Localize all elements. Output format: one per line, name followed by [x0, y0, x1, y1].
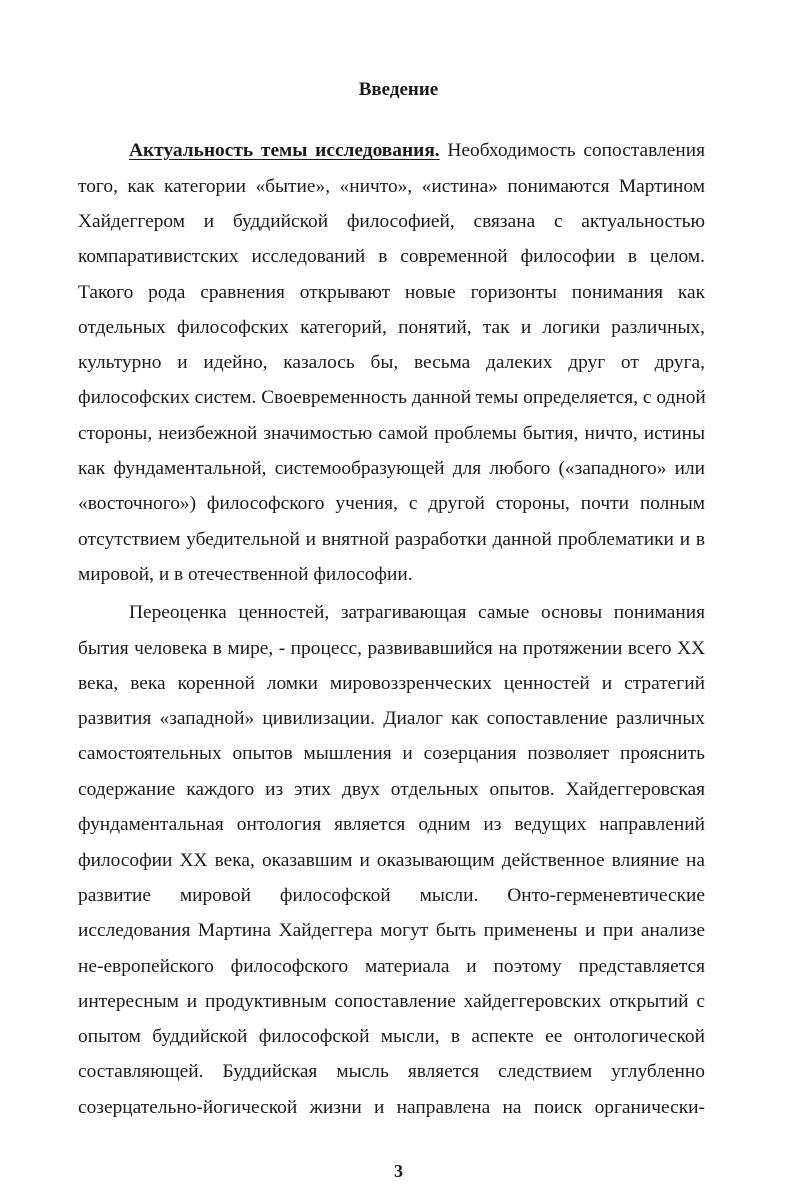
paragraph-1-line-6: отдельных философских категорий, понятий, так и логики различных, — [78, 317, 705, 338]
paragraph-2-line-5: самостоятельных опытов мышления и созерцания позволяет прояснить — [78, 743, 705, 764]
paragraph-1-line-9: стороны, неизбежной значимостью самой проблемы бытия, ничто, истины — [78, 423, 705, 444]
paragraph-1-line-1 — [129, 138, 705, 164]
paragraph-2-line-15: созерцательно-йогической жизни и направлена на поиск органически- — [78, 1097, 705, 1118]
paragraph-2-line-9: развитие мировой философской мысли. Онто-герменевтические — [78, 885, 705, 906]
paragraph-2-line-3: века, века коренной ломки мировоззренческих ценностей и стратегий — [78, 673, 705, 694]
paragraph-1-line-7: культурно и идейно, казалось бы, весьма далеких друг от друга, — [78, 352, 705, 373]
paragraph-2-line-4: развития «западной» цивилизации. Диалог как сопоставление различных — [78, 708, 705, 729]
paragraph-2-line-13: опытом буддийской философской мысли, в аспекте ее онтологической — [78, 1026, 705, 1047]
paragraph-1-first-rest: Необходимость сопоставления — [439, 140, 705, 161]
paragraph-2-line-11: не-европейского философского материала и поэтому представляется — [78, 956, 705, 977]
paragraph-1-line-5: Такого рода сравнения открывают новые горизонты понимания как — [78, 282, 705, 303]
paragraph-1-line-12: отсутствием убедительной и внятной разработки данной проблематики и в — [78, 529, 705, 550]
paragraph-1-line-2: того, как категории «бытие», «ничто», «истина» понимаются Мартином — [78, 176, 705, 197]
page-title: Введение — [358, 79, 439, 100]
paragraph-1-line-4: компаративистских исследований в современной философии в целом. — [78, 246, 705, 267]
paragraph-2-line-14: составляющей. Буддийская мысль является следствием углубленно — [78, 1061, 705, 1082]
paragraph-2-line-6: содержание каждого из этих двух отдельных опытов. Хайдеггеровская — [78, 779, 705, 800]
paragraph-1-line-11: «восточного») философского учения, с другой стороны, почти полным — [78, 493, 705, 514]
paragraph-2-line-10: исследования Мартина Хайдеггера могут быть применены и при анализе — [78, 920, 705, 941]
section-lead-heading: Актуальность темы исследования. — [129, 140, 440, 161]
paragraph-1-line-3: Хайдеггером и буддийской философией, связана с актуальностью — [78, 211, 705, 232]
paragraph-1-line-8: философских систем. Своевременность данной темы определяется, с одной — [78, 387, 706, 408]
paragraph-2-line-7: фундаментальная онтология является одним из ведущих направлений — [78, 814, 705, 835]
paragraph-2-line-2: бытия человека в мире, - процесс, развивавшийся на протяжении всего XX — [78, 638, 705, 659]
paragraph-1-line-13: мировой, и в отечественной философии. — [78, 564, 413, 585]
paragraph-2-line-8: философии XX века, оказавшим и оказывающим действенное влияние на — [78, 850, 705, 871]
paragraph-2-line-1: Переоценка ценностей, затрагивающая самые основы понимания — [129, 602, 705, 623]
paragraph-1-line-10: как фундаментальной, системообразующей для любого («западного» или — [78, 458, 705, 479]
page-number: 3 — [394, 1161, 403, 1181]
paragraph-2-line-12: интересным и продуктивным сопоставление хайдеггеровских открытий с — [78, 991, 705, 1012]
